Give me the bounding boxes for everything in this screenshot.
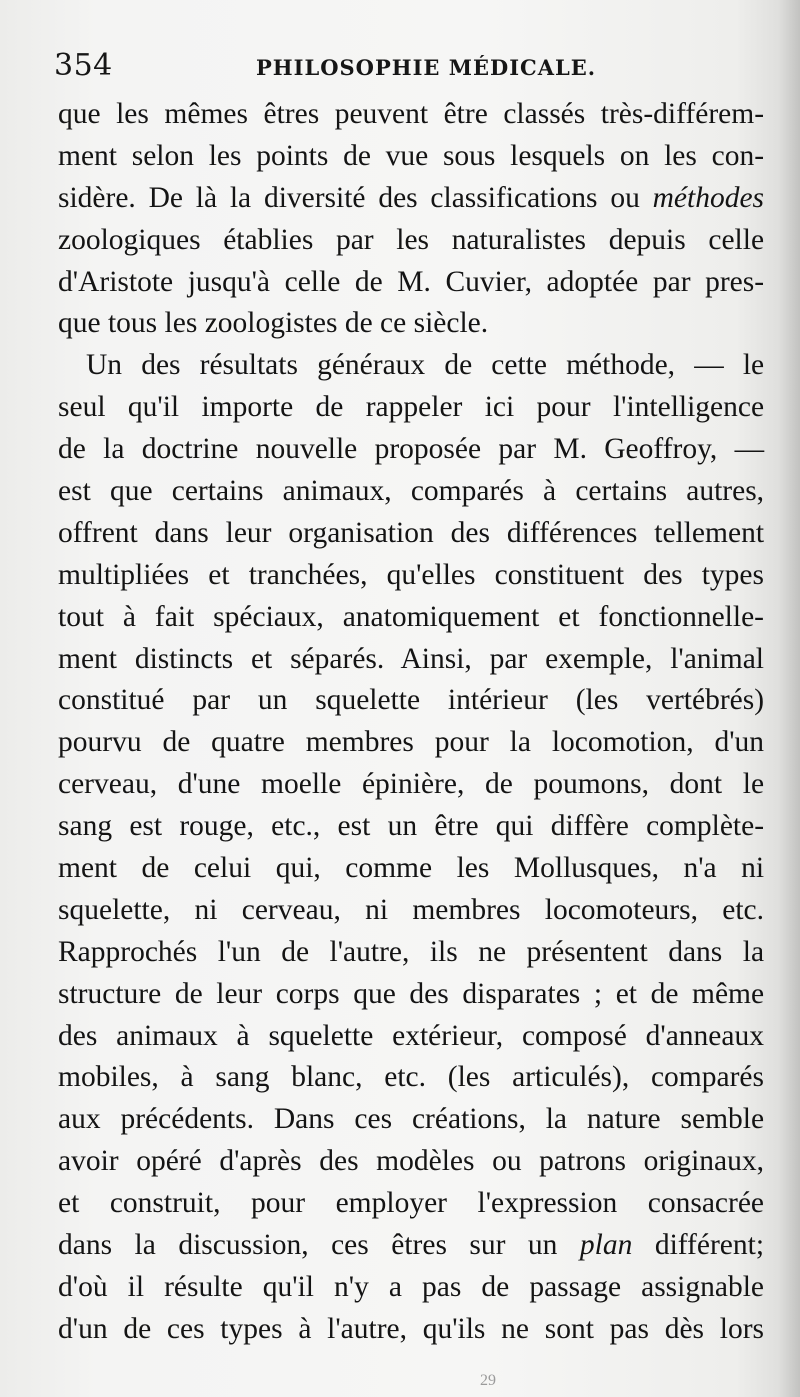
text-line: offrent dans leur organisation des différences tellement [58,516,765,549]
text-line: avoir opéré d'après des modèles ou patrons originaux, [58,1145,765,1178]
text-line: structure de leur corps que des disparates ; et de même [58,977,765,1010]
text-line: cerveau, d'une moelle épinière, de poumons, dont le [58,768,765,801]
text-line: que tous les zoologistes de ce siècle. [58,307,489,340]
text-line: sidère. De là la diversité des classifications ou méthodes [58,181,765,214]
text-line: aux précédents. Dans ces créations, la nature semble [58,1103,765,1136]
text-line: multipliées et tranchées, qu'elles constituent des types [58,558,765,591]
text-line: sang est rouge, etc., est un être qui diffère complète- [58,810,765,843]
page-header [54,46,764,86]
page-edge-shadow [778,0,800,1397]
page-number: 354 [54,48,113,83]
text-line: des animaux à squelette extérieur, composé d'anneaux [58,1019,764,1052]
text-line: ment selon les points de vue sous lesquels on les con- [58,139,765,172]
text-line: dans la discussion, ces êtres sur un plan différent; [58,1229,765,1262]
text-line: d'où il résulte qu'il n'y a pas de passage assignable [58,1270,764,1303]
text-line: est que certains animaux, comparés à certains autres, [58,475,765,508]
text-line: que les mêmes êtres peuvent être classés très-différem- [58,98,765,130]
running-title: PHILOSOPHIE MÉDICALE. [256,55,597,80]
text-line: tout à fait spéciaux, anatomiquement et fonctionnelle- [58,600,764,633]
text-line: ment distincts et séparés. Ainsi, par exemple, l'animal [58,642,764,675]
text-line: Rapprochés l'un de l'autre, ils ne présentent dans la [58,935,765,968]
body-text [58,94,764,1351]
text-line: d'un de ces types à l'autre, qu'ils ne sont pas dès lors [58,1312,765,1345]
text-line: de la doctrine nouvelle proposée par M. Geoffroy, — [58,433,765,466]
text-line: squelette, ni cerveau, ni membres locomoteurs, etc. [58,893,765,926]
signature-mark: 29 [480,1372,496,1389]
text-line: constitué par un squelette intérieur (les vertébrés) [58,684,765,717]
text-line: pourvu de quatre membres pour la locomotion, d'un [58,726,765,759]
text-line: zoologiques établies par les naturalistes depuis celle [58,223,765,256]
text-line: mobiles, à sang blanc, etc. (les articulés), comparés [58,1061,764,1094]
text-line: ment de celui qui, comme les Mollusques, n'a ni [58,852,765,885]
text-line: d'Aristote jusqu'à celle de M. Cuvier, adoptée par pres- [58,265,765,298]
text-line: Un des résultats généraux de cette méthode, — le [86,349,765,382]
text-line: et construit, pour employer l'expression consacrée [58,1187,765,1220]
text-line: seul qu'il importe de rappeler ici pour l'intelligence [58,391,765,424]
